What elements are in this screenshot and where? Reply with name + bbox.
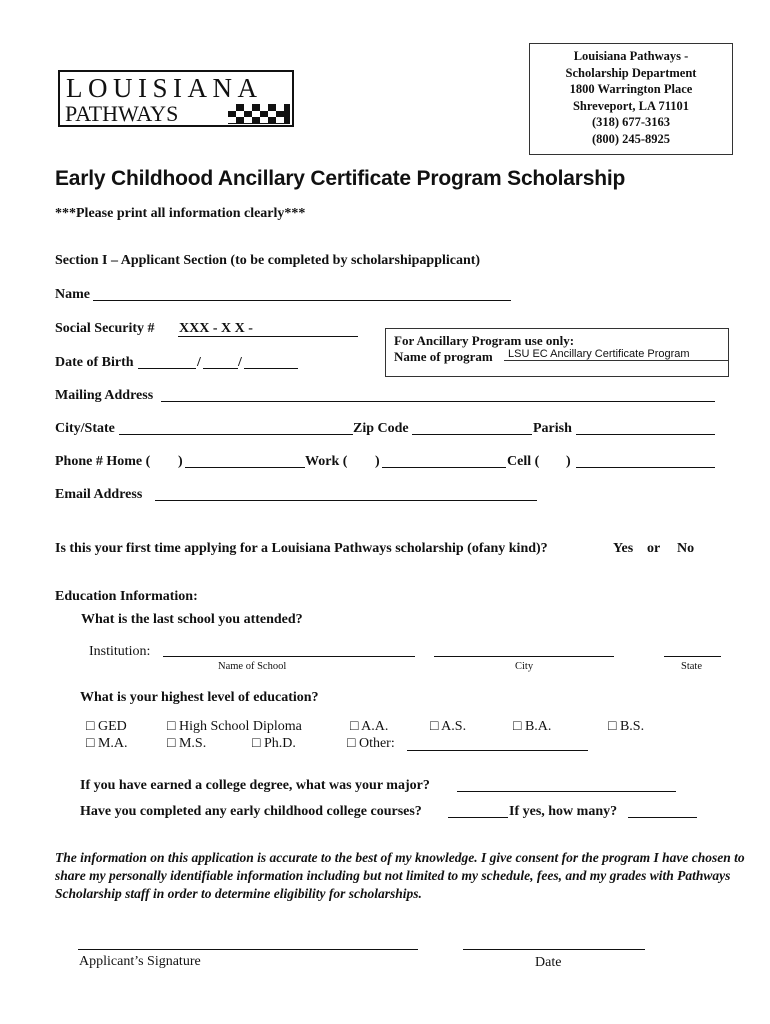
how-many-label: If yes, how many? (509, 804, 618, 819)
page-title: Early Childhood Ancillary Certificate Program Scholarship (55, 167, 626, 190)
ssn-value: XXX - X X - (179, 321, 253, 336)
phone-work-label: Work ( (305, 454, 348, 469)
checkbox-ba[interactable]: □ B.A. (513, 719, 552, 734)
checkbox-other[interactable]: □ Other: (347, 736, 395, 751)
dob-label: Date of Birth (55, 355, 134, 370)
phone-cell-label: Cell ( (507, 454, 540, 469)
checkbox-aa[interactable]: □ A.A. (350, 719, 389, 734)
date-field[interactable] (463, 949, 645, 950)
ssn-field[interactable] (178, 336, 358, 337)
svg-text:PATHWAYS: PATHWAYS (65, 101, 179, 126)
major-question: If you have earned a college degree, what was your major? (80, 778, 430, 793)
program-name-field[interactable]: LSU EC Ancillary Certificate Program (504, 348, 728, 361)
phone-home-field[interactable] (185, 467, 305, 468)
checkbox-bs[interactable]: □ B.S. (608, 719, 645, 734)
checkbox-ged[interactable]: □ GED (86, 719, 127, 734)
checkbox-ma[interactable]: □ M.A. (86, 736, 128, 751)
caption-school: Name of School (218, 661, 287, 672)
svg-text:LOUISIANA: LOUISIANA (66, 73, 263, 103)
major-field[interactable] (457, 791, 676, 792)
no-option[interactable]: No (677, 541, 695, 556)
consent-statement: The information on this application is accurate to the best of my knowledge. I give consent for the program I have chosen to share my personally identifiable information including but not limited to my schedule, fees, and my grades with Pathways Scholarship staff in order to determine eligibility for scholarships. (55, 850, 745, 901)
other-field[interactable] (407, 750, 588, 751)
checker-flag-icon (228, 104, 290, 124)
mailing-label: Mailing Address (55, 388, 154, 403)
print-note: ***Please print all information clearly*** (55, 206, 306, 221)
last-school-question: What is the last school you attended? (81, 612, 303, 627)
use-only-heading: For Ancillary Program use only: (394, 333, 575, 348)
email-label: Email Address (55, 487, 143, 502)
date-label: Date (535, 955, 562, 970)
institution-label: Institution: (89, 644, 151, 659)
how-many-field[interactable] (628, 817, 697, 818)
parish-label: Parish (533, 421, 572, 436)
ssn-label: Social Security # (55, 321, 155, 336)
city-state-label: City/State (55, 421, 115, 436)
signature-field[interactable] (78, 949, 418, 950)
program-use-only-box (385, 328, 729, 377)
checkbox-as[interactable]: □ A.S. (430, 719, 467, 734)
checkbox-ms[interactable]: □ M.S. (167, 736, 207, 751)
zip-field[interactable] (412, 434, 532, 435)
institution-city-field[interactable] (434, 656, 614, 657)
name-field[interactable] (93, 300, 511, 301)
dob-month-field[interactable] (138, 368, 196, 369)
yes-option[interactable]: Yes (613, 541, 634, 556)
dob-year-field[interactable] (244, 368, 298, 369)
mailing-field[interactable] (161, 401, 715, 402)
courses-question: Have you completed any early childhood college courses? (80, 804, 422, 819)
caption-city: City (515, 661, 534, 672)
institution-state-field[interactable] (664, 656, 721, 657)
checkbox-phd[interactable]: □ Ph.D. (252, 736, 296, 751)
phone-home-label: Phone # Home ( (55, 454, 151, 469)
highest-level-question: What is your highest level of education? (80, 690, 319, 705)
parish-field[interactable] (576, 434, 715, 435)
first-time-question: Is this your first time applying for a Louisiana Pathways scholarship (ofany kind)? (55, 541, 548, 556)
education-heading: Education Information: (55, 589, 198, 604)
program-name-label: Name of program (394, 349, 493, 364)
city-state-field[interactable] (119, 434, 353, 435)
section-heading: Section I – Applicant Section (to be completed by scholarshipapplicant) (55, 253, 481, 268)
caption-state: State (681, 661, 702, 672)
name-label: Name (55, 287, 90, 302)
signature-label: Applicant’s Signature (79, 954, 201, 969)
or-text: or (647, 541, 661, 556)
email-field[interactable] (155, 500, 537, 501)
phone-work-field[interactable] (382, 467, 506, 468)
louisiana-pathways-logo (58, 70, 294, 127)
dob-day-field[interactable] (203, 368, 238, 369)
checkbox-high-school[interactable]: □ High School Diploma (167, 719, 302, 734)
courses-field[interactable] (448, 817, 508, 818)
zip-label: Zip Code (353, 421, 409, 436)
institution-name-field[interactable] (163, 656, 415, 657)
address-box: Louisiana Pathways - Scholarship Department 1800 Warrington Place Shreveport, LA 71101 (318) 677-3163 (800) 245-8925 (529, 43, 733, 155)
phone-cell-field[interactable] (576, 467, 715, 468)
